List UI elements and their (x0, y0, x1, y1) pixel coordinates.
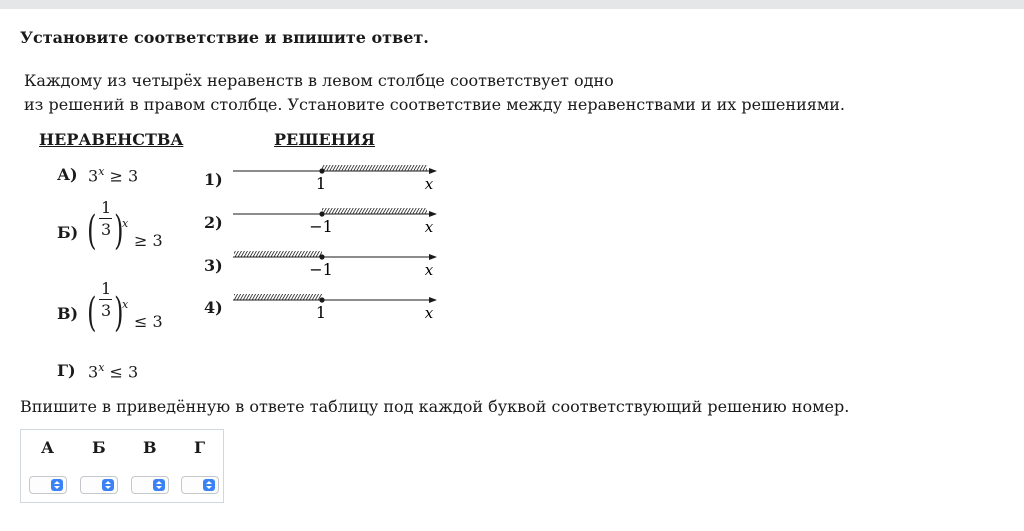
inequality-a-exponent: x (98, 165, 105, 178)
inequality-b-left-paren: ( (87, 208, 97, 254)
point-2 (319, 211, 324, 216)
axis-label-3: x (424, 261, 434, 279)
inequality-b-exponent: x (122, 217, 129, 230)
instructions-line-1: Каждому из четырёх неравенств в левом столбце соответствует одно (24, 71, 614, 90)
solution-2-number: 2) (204, 213, 223, 232)
point-label-4: 1 (315, 303, 327, 322)
chevron-updown-icon (51, 479, 63, 491)
inequality-d-exponent: x (98, 361, 105, 374)
inequality-a-base: 3 (88, 166, 99, 186)
shade-left-3 (234, 251, 322, 257)
solution-4-number: 4) (204, 298, 223, 317)
answer-select-v[interactable] (131, 476, 169, 494)
inequality-b-relation: ≥ 3 (134, 231, 163, 250)
inequality-b-denominator: 3 (101, 220, 112, 239)
axis-label-2: x (424, 218, 434, 236)
top-bar (0, 0, 1024, 9)
inequality-c-denominator: 3 (101, 301, 112, 320)
axis-label-1: x (424, 175, 434, 193)
answer-select-b[interactable] (80, 476, 118, 494)
shade-left-4 (234, 294, 322, 300)
shade-right-2 (322, 208, 427, 214)
inequality-b-numerator: 1 (101, 198, 112, 217)
task-heading: Установите соответствие и впишите ответ. (20, 28, 429, 47)
inequality-d-relation: ≤ 3 (109, 362, 139, 382)
point-3 (319, 254, 324, 259)
instructions-line-2: из решений в правом столбце. Установите соответствие между неравенствами и их решениями. (24, 95, 846, 114)
inequality-d-base: 3 (88, 362, 99, 382)
inequality-b-letter: Б) (57, 223, 79, 242)
point-4 (319, 297, 324, 302)
inequality-d-letter: Г) (57, 361, 76, 380)
inequality-c-fraction-bar (99, 299, 112, 300)
chevron-updown-icon (102, 479, 114, 491)
answer-instruction: Впишите в приведённую в ответе таблицу под каждой буквой соответствующий решению номер. (20, 397, 850, 416)
inequality-c-numerator: 1 (101, 279, 112, 298)
answer-header-g: Г (194, 438, 206, 457)
point-label-3: −1 (309, 260, 333, 279)
inequality-d (88, 361, 138, 381)
inequalities-column-header: НЕРАВЕНСТВА (39, 130, 184, 149)
inequality-b-fraction-bar (99, 218, 112, 219)
inequality-b-right-paren: ) (114, 208, 124, 254)
number-line-3 (233, 251, 437, 279)
point-1 (319, 168, 324, 173)
solution-3-number: 3) (204, 256, 223, 275)
inequality-c-relation: ≤ 3 (134, 312, 163, 331)
answer-header-b: Б (92, 438, 106, 457)
solution-1-number: 1) (204, 170, 223, 189)
number-line-2 (233, 208, 437, 236)
inequality-c-letter: В) (57, 304, 79, 323)
answer-header-a: А (41, 438, 55, 457)
point-label-2: −1 (309, 217, 333, 236)
number-line-1 (233, 165, 437, 193)
inequality-a-relation: ≥ 3 (109, 166, 139, 186)
inequality-c-right-paren: ) (114, 290, 124, 336)
answer-header-v: В (143, 438, 157, 457)
inequality-c-left-paren: ( (87, 290, 97, 336)
chevron-updown-icon (153, 479, 165, 491)
axis-label-4: x (424, 304, 434, 322)
answer-select-a[interactable] (29, 476, 67, 494)
chevron-updown-icon (203, 479, 215, 491)
point-label-1: 1 (315, 174, 327, 193)
answer-table (20, 429, 224, 503)
solutions-number-lines (230, 160, 445, 325)
inequality-c-exponent: x (122, 298, 129, 311)
shade-right-1 (322, 165, 427, 171)
inequality-a (88, 165, 138, 185)
answer-select-g[interactable] (181, 476, 219, 494)
number-line-4 (233, 294, 437, 322)
solutions-column-header: РЕШЕНИЯ (274, 130, 376, 149)
inequality-a-letter: А) (57, 165, 78, 184)
